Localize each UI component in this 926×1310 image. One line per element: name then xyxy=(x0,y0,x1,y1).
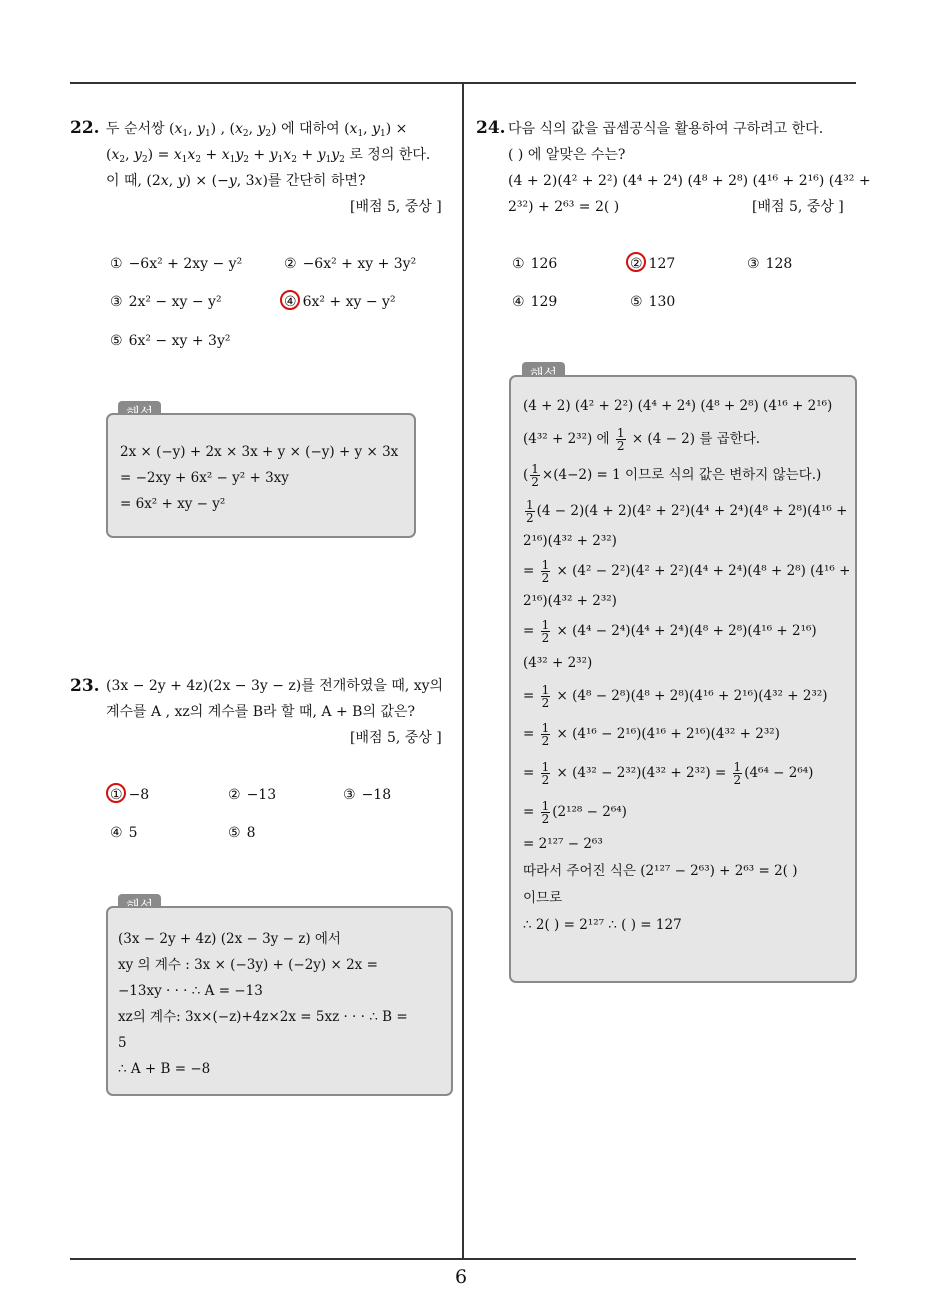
q24-answer-mark xyxy=(626,252,646,272)
page-number: 6 xyxy=(455,1266,468,1288)
fraction-half: $\frac{1}{2}$ xyxy=(541,721,550,748)
q22-choice-1[interactable]: ① −6x² + 2xy − y² xyxy=(110,256,243,272)
q23-solution-line-5: 5 xyxy=(118,1035,127,1051)
q23-choice-3[interactable]: ③ −18 xyxy=(343,787,392,803)
question-24-number: 24. xyxy=(476,118,506,138)
question-23-text xyxy=(106,673,443,725)
q23-choice-1[interactable]: ① −8 xyxy=(110,787,150,803)
q24-sol-line-1: (4 + 2) (4² + 2²) (4⁴ + 2⁴) (4⁸ + 2⁸) (4¹⁶ + 2¹⁶) xyxy=(523,398,833,414)
q23-text-line-2: 계수를 A , xz의 계수를 B라 할 때, A + B의 값은? xyxy=(106,704,415,720)
fraction-half: $\frac{1}{2}$ xyxy=(531,462,539,489)
fraction-half: $\frac{1}{2}$ xyxy=(541,799,550,826)
q23-choice-2[interactable]: ② −13 xyxy=(228,787,277,803)
fraction-half: $\frac{1}{2}$ xyxy=(541,683,550,710)
q23-choice-4[interactable]: ④ 5 xyxy=(110,825,138,841)
q23-solution-line-1: (3x − 2y + 4z) (2x − 3y − z) 에서 xyxy=(118,931,341,947)
question-24-score: [배점 5, 중상 ] xyxy=(752,199,844,215)
fraction-half: $\frac{1}{2}$ xyxy=(616,426,625,453)
q24-choice-1[interactable]: ① 126 xyxy=(512,256,558,272)
q22-solution-line-3: = 6x² + xy − y² xyxy=(120,496,226,512)
q24-text-line-4: 2³²) + 2⁶³ = 2( ) xyxy=(508,199,620,215)
q24-sol-line-13: = $\frac{1}{2}$ (2¹²⁸ − 2⁶⁴) xyxy=(523,799,627,826)
question-23-score: [배점 5, 중상 ] xyxy=(350,730,442,746)
q23-solution-line-2: xy 의 계수 : 3x × (−3y) + (−2y) × 2x = xyxy=(118,957,378,973)
q22-answer-mark xyxy=(280,290,300,310)
q22-solution-line-1: 2x × (−y) + 2x × 3x + y × (−y) + y × 3x xyxy=(120,444,399,460)
q23-choice-5[interactable]: ⑤ 8 xyxy=(228,825,256,841)
q24-sol-line-6: = $\frac{1}{2}$ × (4² − 2²)(4² + 2²)(4⁴ + 2⁴)(4⁸ + 2⁸) (4¹⁶ + xyxy=(523,558,851,585)
q24-sol-line-2: (4³² + 2³²) 에 $\frac{1}{2}$ × (4 − 2) 를 곱한다. xyxy=(523,426,761,453)
fraction-half: $\frac{1}{2}$ xyxy=(541,618,550,645)
q24-choice-4[interactable]: ④ 129 xyxy=(512,294,558,310)
fraction-half: $\frac{1}{2}$ xyxy=(541,558,550,585)
q24-sol-line-11: = $\frac{1}{2}$ × (4¹⁶ − 2¹⁶)(4¹⁶ + 2¹⁶)(4³² + 2³²) xyxy=(523,721,780,748)
q24-text-line-3: (4 + 2)(4² + 2²) (4⁴ + 2⁴) (4⁸ + 2⁸) (4¹⁶ + 2¹⁶) (4³² + xyxy=(508,173,871,189)
q24-sol-line-16: 이므로 xyxy=(523,890,563,906)
q23-solution-line-4: xz의 계수: 3x×(−z)+4z×2x = 5xz · · · ∴ B = xyxy=(118,1009,408,1025)
q24-choice-3[interactable]: ③ 128 xyxy=(747,256,793,272)
q24-sol-line-12: = $\frac{1}{2}$ × (4³² − 2³²)(4³² + 2³²) = $\frac{1}{2}$ (4⁶⁴ − 2⁶⁴) xyxy=(523,760,814,787)
q22-choice-3[interactable]: ③ 2x² − xy − y² xyxy=(110,294,222,310)
q22-choice-5[interactable]: ⑤ 6x² − xy + 3y² xyxy=(110,333,231,349)
question-22-number: 22. xyxy=(70,118,100,138)
q23-answer-mark xyxy=(106,783,126,803)
q24-sol-line-9: (4³² + 2³²) xyxy=(523,655,593,671)
q23-text-line-1: (3x − 2y + 4z)(2x − 3y − z)를 전개하였을 때, xy의 xyxy=(106,678,444,694)
q22-choice-4[interactable]: ④ 6x² + xy − y² xyxy=(284,294,396,310)
q24-sol-line-5: 2¹⁶)(4³² + 2³²) xyxy=(523,533,617,549)
bottom-rule xyxy=(70,1258,856,1260)
question-22-text: 두 순서쌍 ($x_1$, $y_1$) , ($x_2$, $y_2$) 에 대하여 ($x_1$, $y_1$) × ($x_2$, $y_2) = x_1x_2 + x_1y_2 + y_1x_2 + y_1y_2$ 로 정의 한다. 이 때, (2x, y) × (−y, 3x)를 간단히 하면? xyxy=(106,121,431,189)
q24-sol-line-14: = 2¹²⁷ − 2⁶³ xyxy=(523,836,603,852)
q23-solution-line-3: −13xy · · · ∴ A = −13 xyxy=(118,983,263,999)
column-divider xyxy=(462,83,464,1259)
q24-sol-line-15: 따라서 주어진 식은 (2¹²⁷ − 2⁶³) + 2⁶³ = 2( ) xyxy=(523,863,798,879)
q23-solution-box xyxy=(106,906,453,1096)
q24-text-line-1: 다음 식의 값을 곱셈공식을 활용하여 구하려고 한다. xyxy=(508,121,824,137)
q24-sol-line-7: 2¹⁶)(4³² + 2³²) xyxy=(523,593,617,609)
q24-text-line-2: ( ) 에 알맞은 수는? xyxy=(508,147,626,163)
q22-solution-line-2: = −2xy + 6x² − y² + 3xy xyxy=(120,470,289,486)
fraction-half: $\frac{1}{2}$ xyxy=(733,760,742,787)
fraction-half: $\frac{1}{2}$ xyxy=(526,498,534,525)
q24-sol-line-8: = $\frac{1}{2}$ × (4⁴ − 2⁴)(4⁴ + 2⁴)(4⁸ + 2⁸)(4¹⁶ + 2¹⁶) xyxy=(523,618,817,645)
q23-solution-line-6: ∴ A + B = −8 xyxy=(118,1061,211,1077)
q24-choice-5[interactable]: ⑤ 130 xyxy=(630,294,676,310)
q24-sol-line-17: ∴ 2( ) = 2¹²⁷ ∴ ( ) = 127 xyxy=(523,917,682,933)
q24-sol-line-10: = $\frac{1}{2}$ × (4⁸ − 2⁸)(4⁸ + 2⁸)(4¹⁶ + 2¹⁶)(4³² + 2³²) xyxy=(523,683,828,710)
question-23-number: 23. xyxy=(70,676,100,696)
q24-sol-line-3: ( $\frac{1}{2}$ ×(4−2) = 1 이므로 식의 값은 변하지 않는다.) xyxy=(523,462,822,489)
q22-solution-box xyxy=(106,413,416,538)
q24-choice-2[interactable]: ② 127 xyxy=(630,256,676,272)
fraction-half: $\frac{1}{2}$ xyxy=(541,760,550,787)
q24-sol-line-4: $\frac{1}{2}$ (4 − 2)(4 + 2)(4² + 2²)(4⁴ + 2⁴)(4⁸ + 2⁸)(4¹⁶ + xyxy=(526,498,848,525)
question-22-score: [배점 5, 중상 ] xyxy=(350,199,442,215)
q22-choice-2[interactable]: ② −6x² + xy + 3y² xyxy=(284,256,417,272)
q24-solution-box xyxy=(509,375,857,983)
